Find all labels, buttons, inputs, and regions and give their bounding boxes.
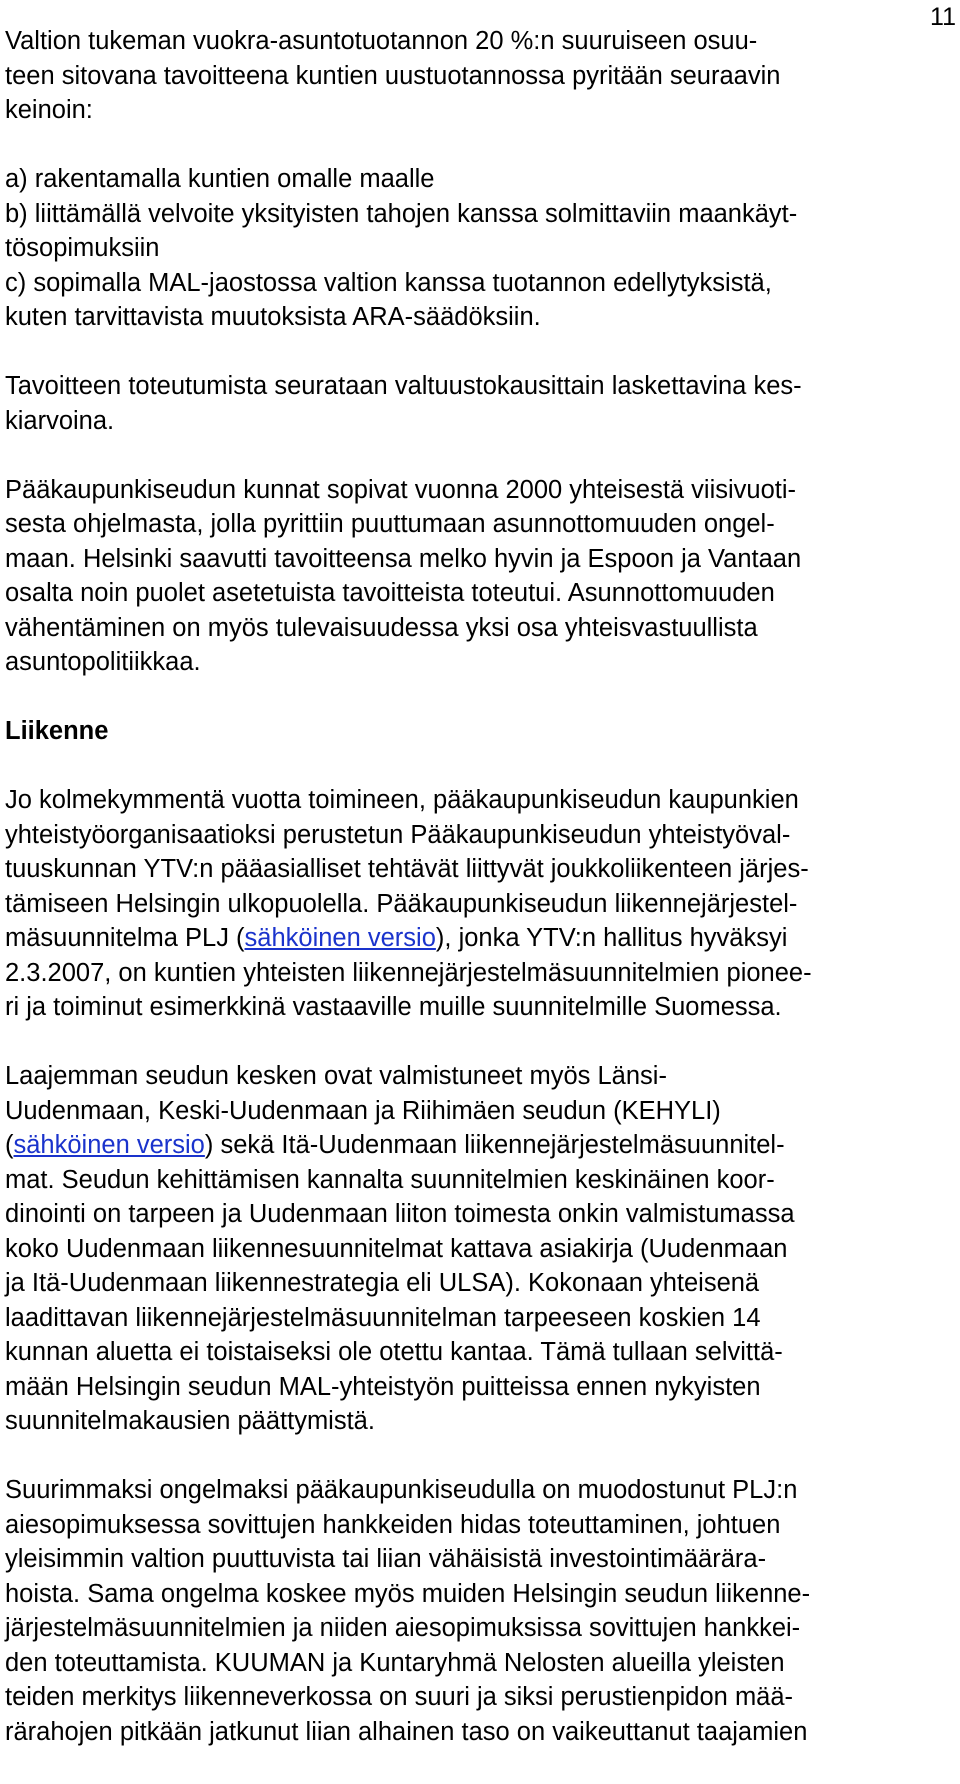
- text-line: teen sitovana tavoitteena kuntien uustuotannossa pyritään seuraavin: [5, 61, 781, 90]
- list-item-b: b) liittämällä velvoite yksityisten tahojen kanssa solmittaviin maankäyt-: [5, 199, 798, 228]
- text-line: ri ja toiminut esimerkkinä vastaaville muille suunnitelmille Suomessa.: [5, 993, 782, 1021]
- plj-electronic-version-link[interactable]: sähköinen versio: [244, 924, 436, 952]
- text-line: dinointi on tarpeen ja Uudenmaan liiton toimesta onkin valmistumassa: [5, 1200, 795, 1228]
- text-line: sesta ohjelmasta, jolla pyrittiin puuttumaan asunnottomuuden ongel-: [5, 510, 775, 538]
- text-line: hoista. Sama ongelma koskee myös muiden Helsingin seudun liikenne-: [5, 1579, 811, 1608]
- text-line: maan. Helsinki saavutti tavoitteensa melko hyvin ja Espoon ja Vantaan: [5, 544, 802, 573]
- document-body: [5, 24, 955, 1784]
- paragraph-laajempi-seutu: [5, 1059, 955, 1439]
- means-list: [5, 162, 955, 335]
- text-line: mään Helsingin seudun MAL-yhteistyön puitteissa ennen nykyisten: [5, 1372, 761, 1401]
- text-line: Suurimmaksi ongelmaksi pääkaupunkiseudulla on muodostunut PLJ:n: [5, 1476, 798, 1504]
- text-line: vähentäminen on myös tulevaisuudessa yksi osa yhteisvastuullista: [5, 613, 758, 642]
- text-line: Tavoitteen toteutumista seurataan valtuustokausittain laskettavina kes-: [5, 372, 802, 400]
- paragraph-seuranta: [5, 369, 955, 438]
- text-line: yleisimmin valtion puuttuvista tai liian vähäisistä investointimäärära-: [5, 1545, 767, 1573]
- text-line: laadittavan liikennejärjestelmäsuunnitelman tarpeeseen koskien 14: [5, 1303, 761, 1332]
- text-line: Uudenmaan, Keski-Uudenmaan ja Riihimäen seudun (KEHYLI): [5, 1096, 721, 1125]
- text-line: asuntopolitiikkaa.: [5, 648, 201, 676]
- paragraph-ongelmat: [5, 1473, 955, 1749]
- text-line: aiesopimuksessa sovittujen hankkeiden hidas toteuttaminen, johtuen: [5, 1510, 781, 1539]
- text-line: 2.3.2007, on kuntien yhteisten liikennejärjestelmäsuunnitelmien pionee-: [5, 958, 812, 987]
- text-line: ja Itä-Uudenmaan liikennestrategia eli ULSA). Kokonaan yhteisenä: [5, 1269, 760, 1297]
- list-item-a: a) rakentamalla kuntien omalle maalle: [5, 165, 435, 193]
- list-item-c: c) sopimalla MAL-jaostossa valtion kanssa tuotannon edellytyksistä,: [5, 268, 772, 297]
- text-line: Laajemman seudun kesken ovat valmistuneet myös Länsi-: [5, 1062, 667, 1090]
- list-item-c-cont: kuten tarvittavista muutoksista ARA-säädöksiin.: [5, 303, 541, 331]
- text-line: keinoin:: [5, 96, 93, 124]
- paragraph-vuokra-asuntotuotanto: [5, 24, 955, 128]
- paragraph-asunnottomuus: [5, 473, 955, 680]
- text-line: tuuskunnan YTV:n pääasialliset tehtävät liittyvät joukkoliikenteen järjes-: [5, 855, 809, 883]
- text-line-with-link: [5, 1128, 955, 1163]
- text-fragment: ), jonka YTV:n hallitus hyväksyi: [435, 924, 788, 952]
- text-line: kiarvoina.: [5, 406, 115, 435]
- text-line: yhteistyöorganisaatioksi perustetun Pääkaupunkiseudun yhteistyöval-: [5, 820, 791, 849]
- text-line: kunnan aluetta ei toistaiseksi ole otettu kantaa. Tämä tullaan selvittä-: [5, 1338, 783, 1366]
- text-line: den toteuttamista. KUUMAN ja Kuntaryhmä Nelosten alueilla yleisten: [5, 1648, 785, 1677]
- text-line: teiden merkitys liikenneverkossa on suuri ja siksi perustienpidon mää-: [5, 1683, 794, 1711]
- text-line: rärahojen pitkään jatkunut liian alhainen taso on vaikeuttanut taajamien: [5, 1717, 808, 1746]
- text-line: suunnitelmakausien päättymistä.: [5, 1407, 375, 1435]
- text-line: Valtion tukeman vuokra-asuntotuotannon 20 %:n suuruiseen osuu-: [5, 27, 758, 55]
- list-item-b-cont: tösopimuksiin: [5, 234, 160, 262]
- text-line: mat. Seudun kehittämisen kannalta suunnitelmien keskinäinen koor-: [5, 1165, 775, 1194]
- paragraph-ytv: [5, 783, 955, 1025]
- text-line-with-link: [5, 921, 955, 956]
- text-line: järjestelmäsuunnitelmien ja niiden aiesopimuksissa sovittujen hankkei-: [5, 1614, 801, 1642]
- text-fragment: (: [5, 1131, 14, 1159]
- text-line: koko Uudenmaan liikennesuunnitelmat kattava asiakirja (Uudenmaan: [5, 1234, 788, 1263]
- page-number: 11: [930, 3, 956, 31]
- text-fragment: ) sekä Itä-Uudenmaan liikennejärjestelmäsuunnitel-: [204, 1131, 785, 1159]
- kehyli-electronic-version-link[interactable]: sähköinen versio: [13, 1131, 205, 1159]
- text-fragment: mäsuunnitelma PLJ (: [5, 924, 245, 952]
- text-line: Pääkaupunkiseudun kunnat sopivat vuonna 2000 yhteisestä viisivuoti-: [5, 475, 797, 504]
- text-line: tämiseen Helsingin ulkopuolella. Pääkaupunkiseudun liikennejärjestel-: [5, 889, 798, 918]
- text-line: osalta noin puolet asetetuista tavoitteista toteutui. Asunnottomuuden: [5, 579, 775, 607]
- section-heading-liikenne: Liikenne: [5, 717, 109, 745]
- text-line: Jo kolmekymmentä vuotta toimineen, pääkaupunkiseudun kaupunkien: [5, 786, 799, 814]
